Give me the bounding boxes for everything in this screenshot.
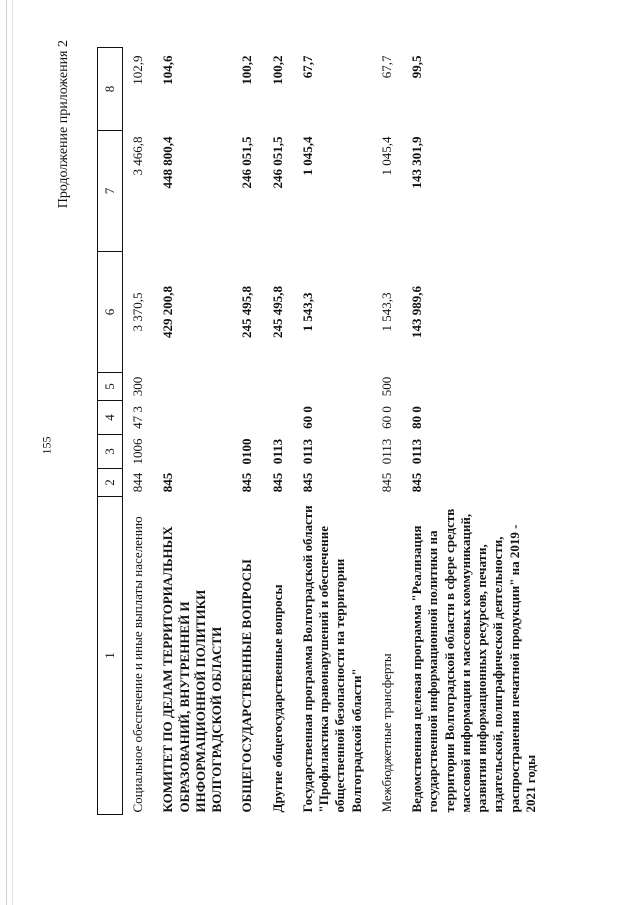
cell-amount-planned: 1 543,3: [378, 292, 394, 332]
table-row: [232, 48, 262, 815]
table-header-row: [98, 48, 123, 815]
cell-amount-actual: 143 301,9: [409, 136, 424, 189]
column-header: 1: [98, 497, 123, 815]
table-row: [123, 48, 154, 815]
cell-expense-type: [402, 373, 546, 401]
cell-program-code: [153, 401, 232, 435]
cell-amount-actual: 1 045,4: [378, 136, 394, 176]
cell-program-code: [232, 401, 262, 435]
row-name: Социальное обеспечение и иные выплаты населению: [130, 516, 145, 813]
cell-amount-planned: 143 989,6: [409, 286, 424, 338]
cell-section-code: 1006: [130, 438, 145, 465]
cell-percent: 100,2: [269, 55, 285, 85]
cell-percent: 104,6: [160, 55, 176, 85]
column-header: 7: [98, 131, 123, 252]
cell-expense-type: [232, 373, 262, 401]
cell-percent: 102,9: [130, 55, 145, 85]
cell-section-code: 0100: [239, 438, 255, 465]
cell-percent: 99,5: [409, 55, 424, 79]
cell-section-code: 0113: [409, 438, 424, 465]
cell-amount-planned: 1 543,3: [299, 292, 315, 332]
cell-expense-type: [263, 373, 293, 401]
cell-admin-code: 845: [160, 472, 176, 493]
page-number: 155: [39, 436, 54, 455]
cell-percent: 100,2: [239, 55, 255, 85]
cell-program-code: 47 3: [130, 406, 145, 429]
cell-program-code: 80 0: [409, 406, 424, 429]
cell-amount-planned: 3 370,5: [130, 292, 145, 332]
cell-section-code: 0113: [299, 438, 315, 465]
cell-section-code: [153, 435, 232, 469]
column-header: 5: [98, 373, 123, 401]
cell-expense-type: 500: [378, 376, 394, 397]
cell-amount-planned: 245 495,8: [269, 286, 285, 338]
cell-amount-planned: 429 200,8: [160, 286, 176, 338]
row-name: КОМИТЕТ ПО ДЕЛАМ ТЕРРИТОРИАЛЬНЫХ ОБРАЗОВАНИЙ, ВНУТРЕННЕЙ И ИНФОРМАЦИОННОЙ ПОЛИТИКИ ВОЛГОГРАДСКОЙ ОБЛАСТИ: [160, 526, 224, 813]
row-name: ОБЩЕГОСУДАРСТВЕННЫЕ ВОПРОСЫ: [239, 559, 255, 813]
row-name: Ведомственная целевая программа "Реализация государственной информационной политики на территории Волгоградской области в сфере средств массовой информации и массовых коммуникаций, развития информационных ресурсов, печати, издательской, полиграфической деятельности, распространения печатной продукции" на 2019 - 2021 годы: [409, 508, 538, 813]
cell-program-code: 60 0: [299, 406, 315, 429]
cell-percent: 67,7: [378, 55, 394, 79]
cell-amount-actual: 1 045,4: [299, 136, 315, 176]
cell-program-code: 60 0: [378, 406, 394, 429]
cell-admin-code: 845: [409, 472, 424, 493]
cell-amount-actual: 448 800,4: [160, 136, 176, 189]
cell-section-code: 0113: [269, 438, 285, 465]
cell-admin-code: 844: [130, 472, 145, 493]
cell-amount-planned: 245 495,8: [239, 286, 255, 338]
cell-admin-code: 845: [269, 472, 285, 493]
cell-admin-code: 845: [299, 472, 315, 493]
cell-expense-type: [293, 373, 372, 401]
row-name: Государственная программа Волгоградской области "Профилактика правонарушений и обеспечение общественной безопасности на территории Волгоградской области": [299, 505, 364, 813]
appendix-continuation-label: Продолжение приложения 2: [56, 40, 71, 209]
cell-program-code: [263, 401, 293, 435]
column-header: 6: [98, 252, 123, 373]
cell-admin-code: 845: [378, 472, 394, 493]
row-name: Межбюджетные трансферты: [378, 653, 394, 813]
table-row: [293, 48, 372, 815]
column-header: 4: [98, 401, 123, 435]
cell-admin-code: 845: [239, 472, 255, 493]
table-row: [263, 48, 293, 815]
cell-amount-actual: 3 466,8: [130, 136, 145, 176]
budget-table: [97, 47, 546, 815]
cell-expense-type: [153, 373, 232, 401]
column-header: 2: [98, 469, 123, 497]
cell-amount-actual: 246 051,5: [239, 136, 255, 189]
cell-section-code: 0113: [378, 438, 394, 465]
column-header: 8: [98, 48, 123, 131]
table-row: [153, 48, 232, 815]
cell-percent: 67,7: [299, 55, 315, 79]
cell-expense-type: 300: [130, 376, 145, 397]
table-row: [402, 48, 546, 815]
table-row: [372, 48, 402, 815]
row-name: Другие общегосударственные вопросы: [269, 584, 285, 813]
column-header: 3: [98, 435, 123, 469]
cell-amount-actual: 246 051,5: [269, 136, 285, 189]
